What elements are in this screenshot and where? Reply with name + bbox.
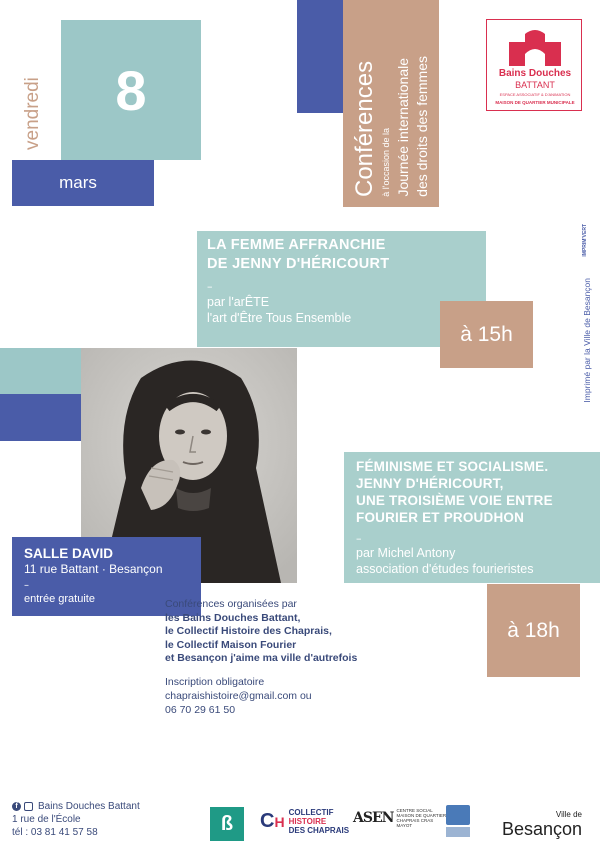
flag-icon xyxy=(446,805,470,825)
conference-title: Conférences xyxy=(351,60,378,197)
talk2-title-line4: FOURIER ET PROUDHON xyxy=(356,510,525,525)
asen-logo xyxy=(353,808,446,828)
talk1-title-line2: DE JENNY D'HÉRICOURT xyxy=(207,256,390,272)
collectif-line2: HISTOIRE xyxy=(288,817,327,826)
talk2-title-line3: UNE TROISIÈME VOIE ENTRE xyxy=(356,493,553,508)
venue-address: 11 rue Battant · Besançon xyxy=(24,562,163,576)
accent-navy-top xyxy=(297,0,343,113)
talk2-block xyxy=(344,452,600,583)
logo-name: Bains Douches xyxy=(498,68,572,79)
day-number: 8 xyxy=(115,58,147,122)
building-logo-icon xyxy=(505,28,565,66)
footer-address: 1 rue de l'École xyxy=(12,814,81,825)
organizers-line1: Conférences organisées par xyxy=(165,598,297,610)
venue-entry: entrée gratuite xyxy=(24,593,95,605)
talk2-time: à 18h xyxy=(507,618,560,642)
talk2-title-line2: JENNY D'HÉRICOURT, xyxy=(356,476,504,491)
talk1-dash: – xyxy=(207,280,213,293)
organizers xyxy=(165,598,357,666)
print-note: Imprimé par la Ville de Besançon xyxy=(582,278,592,403)
talk2-dash: – xyxy=(356,532,362,545)
talk2-by-line2: association d'études fourieristes xyxy=(356,562,534,576)
logo-name-2: BATTANT xyxy=(515,80,555,90)
logo-tagline-2: MAISON DE QUARTIER MUNICIPALE xyxy=(495,100,575,105)
venue-dash: – xyxy=(24,580,29,591)
month-block xyxy=(12,160,154,206)
conference-subtitle-2: Journée internationale xyxy=(395,58,411,197)
instagram-icon[interactable] xyxy=(24,802,33,811)
ville-de: Ville de xyxy=(555,810,582,819)
collectif-logo xyxy=(260,808,349,835)
talk1-title-line1: LA FEMME AFFRANCHIE xyxy=(207,237,386,253)
collectif-line3: DES CHAPRAIS xyxy=(288,826,350,835)
bains-douches-logo xyxy=(486,19,582,111)
organizers-line3: le Collectif Histoire des Chaprais, xyxy=(165,625,332,637)
conference-block xyxy=(343,0,439,207)
b-logo-icon: ß xyxy=(220,812,234,835)
ville-besancon-logo xyxy=(492,810,582,839)
footer-contact xyxy=(12,800,140,839)
registration-line1: Inscription obligatoire xyxy=(165,676,265,688)
social-name: Bains Douches Battant xyxy=(38,801,140,812)
talk1-by-line1: par l'arÊTE xyxy=(207,295,270,309)
venue-name: SALLE DAVID xyxy=(24,546,114,561)
registration xyxy=(165,675,312,717)
partner-logo-b xyxy=(210,807,244,841)
besancon-wordmark: Besançon xyxy=(501,819,582,839)
organizers-line2: les Bains Douches Battant, xyxy=(165,611,301,624)
footer-phone: tél : 03 81 41 57 58 xyxy=(12,827,98,838)
prefecture-logo xyxy=(446,805,470,839)
asen-mark: ASEN xyxy=(353,810,394,826)
facebook-icon[interactable]: f xyxy=(12,802,21,811)
conference-subtitle-3: des droits des femmes xyxy=(414,56,430,197)
ch-logo-icon: CH xyxy=(260,810,285,832)
organizers-line4: le Collectif Maison Fourier xyxy=(165,638,297,651)
logo-tagline: ESPACE ASSOCIATIF & D'ANIMATION xyxy=(499,92,571,97)
imprimvert-mark: IMPRIM'VERT xyxy=(582,224,588,257)
day-number-block xyxy=(61,20,201,160)
registration-email[interactable]: chapraishistoire@gmail.com ou xyxy=(165,690,312,702)
collectif-line1: COLLECTIF xyxy=(288,808,334,817)
conference-subtitle-1: à l'occasion de la xyxy=(381,128,391,197)
talk2-by-line1: par Michel Antony xyxy=(356,546,456,560)
centre-social-text: CENTRE SOCIAL MAISON DE QUARTIER CHAPRAIS CRAS MAYOT xyxy=(396,808,447,828)
month: mars xyxy=(59,173,97,192)
talk1-by-line2: l'art d'Être Tous Ensemble xyxy=(207,311,352,325)
talk2-title-line1: FÉMINISME ET SOCIALISME. xyxy=(356,459,549,474)
organizers-line5: et Besançon j'aime ma ville d'autrefois xyxy=(165,652,358,664)
registration-phone[interactable]: 06 70 29 61 50 xyxy=(165,704,236,716)
accent-navy-left xyxy=(0,394,81,441)
talk1-time: à 15h xyxy=(460,322,513,346)
day-name: vendredi xyxy=(22,77,43,150)
talk1-time-block xyxy=(440,301,533,368)
talk2-time-block xyxy=(487,584,580,677)
